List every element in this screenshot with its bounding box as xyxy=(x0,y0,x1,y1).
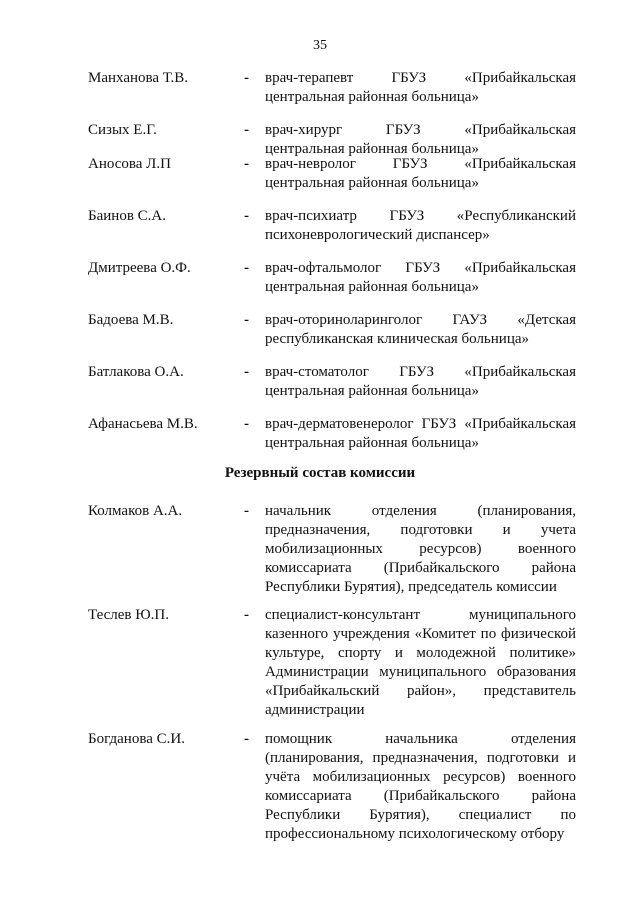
dash: - xyxy=(244,416,249,432)
dash: - xyxy=(244,156,249,172)
member-role: врач-хирург ГБУЗ «Прибайкальская центральная районная больница» xyxy=(265,122,576,157)
dash: - xyxy=(244,122,249,138)
member-role: врач-стоматолог ГБУЗ «Прибайкальская центральная районная больница» xyxy=(265,364,576,399)
dash: - xyxy=(244,260,249,276)
member-role: врач-терапевт ГБУЗ «Прибайкальская центральная районная больница» xyxy=(265,70,576,105)
member-role: врач-дерматовенеролог ГБУЗ «Прибайкальская центральная районная больница» xyxy=(265,416,576,451)
member-role: врач-невролог ГБУЗ «Прибайкальская центральная районная больница» xyxy=(265,156,576,191)
member-role: врач-оториноларинголог ГАУЗ «Детская республиканская клиническая больница» xyxy=(265,312,576,347)
dash: - xyxy=(244,503,249,519)
dash: - xyxy=(244,731,249,747)
member-name: Богданова С.И. xyxy=(88,731,185,747)
member-name: Аносова Л.П xyxy=(88,156,171,172)
dash: - xyxy=(244,312,249,328)
member-name: Манханова Т.В. xyxy=(88,70,188,86)
dash: - xyxy=(244,208,249,224)
page-number: 35 xyxy=(313,38,327,53)
member-name: Теслев Ю.П. xyxy=(88,607,170,623)
dash: - xyxy=(244,70,249,86)
member-role: врач-офтальмолог ГБУЗ «Прибайкальская центральная районная больница» xyxy=(265,260,576,295)
dash: - xyxy=(244,364,249,380)
reserve-heading: Резервный состав комиссии xyxy=(224,465,416,481)
member-role: помощник начальника отделения (планирования, предназначения, подготовки и учёта мобилизационных ресурсов) военного комиссариата (Прибайкальского района Республики Бурятия), специалист по профессиональному психологическому отбору xyxy=(265,731,576,842)
member-name: Колмаков А.А. xyxy=(88,503,183,519)
member-name: Батлакова О.А. xyxy=(88,364,184,380)
member-name: Бадоева М.В. xyxy=(88,312,174,328)
member-name: Сизых Е.Г. xyxy=(88,122,157,138)
dash: - xyxy=(244,607,249,623)
member-role: врач-психиатр ГБУЗ «Республиканский психоневрологический диспансер» xyxy=(265,208,576,243)
member-name: Баинов С.А. xyxy=(88,208,166,224)
member-name: Афанасьева М.В. xyxy=(88,416,198,432)
member-role: начальник отделения (планирования, предназначения, подготовки и учета мобилизационных ресурсов) военного комиссариата (Прибайкальского района Республики Бурятия), председатель комиссии xyxy=(265,503,576,595)
member-role: специалист-консультант муниципального казенного учреждения «Комитет по физической культуре, спорту и молодежной политике» Администрации муниципального образования «Прибайкальский район», представитель администрации xyxy=(265,607,576,718)
member-name: Дмитреева О.Ф. xyxy=(88,260,191,276)
